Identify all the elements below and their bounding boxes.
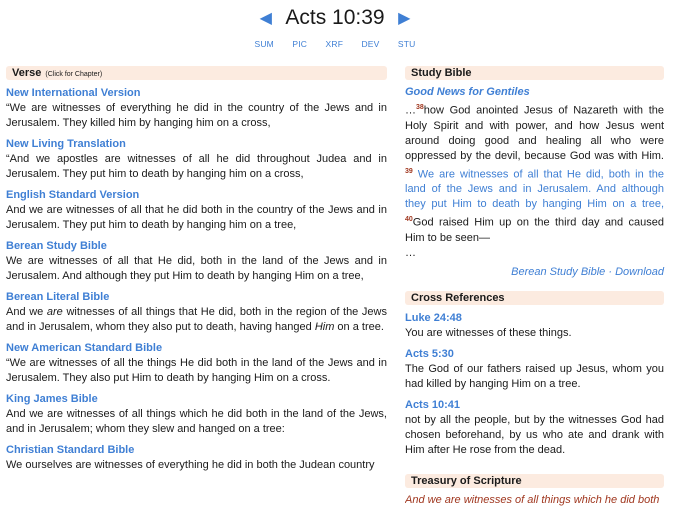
- text-part: witnesses of all things that He did, both in the region of the Jews and in Jerusalem, whom they also put to death, having hanged: [6, 306, 387, 333]
- text-part: And we: [6, 306, 47, 318]
- nav-link-stu[interactable]: STU: [397, 39, 416, 49]
- sidebar-column: [405, 66, 664, 508]
- cross-references-title: Cross References: [411, 291, 505, 304]
- version-block: [6, 188, 387, 233]
- verse-section-title: Verse: [12, 67, 42, 79]
- version-name-kjv[interactable]: King James Bible: [6, 393, 98, 405]
- nav-link-xrf[interactable]: XRF: [325, 39, 344, 49]
- verse-text-38: how God anointed Jesus of Nazareth with the Holy Spirit and with power, and how Jesus went around doing good and healing all who were oppressed by the devil, because God was with Him.: [405, 104, 664, 162]
- cross-reference-text: The God of our fathers raised up Jesus, whom you had killed by hanging Him on a tree.: [405, 362, 664, 390]
- text-italic: are: [46, 306, 63, 318]
- version-text: And we are witnesses of all that he did both in the country of the Jews and in Jerusalem. They put him to death by hanging him on a tree,: [6, 204, 387, 231]
- verse-number[interactable]: 39: [405, 167, 413, 175]
- treasury-title: Treasury of Scripture: [411, 474, 522, 487]
- prev-verse-arrow-icon[interactable]: ◀: [259, 10, 272, 27]
- nav-link-dev[interactable]: DEV: [361, 39, 380, 49]
- version-block: [6, 290, 387, 335]
- version-name-esv[interactable]: English Standard Version: [6, 189, 140, 201]
- nav-link-sum[interactable]: SUM: [254, 39, 274, 49]
- cross-reference-text: not by all the people, but by the witnesses God had chosen beforehand, by us who ate and drank with Him after He rose from the dead.: [405, 413, 664, 456]
- verse-number[interactable]: 40: [405, 216, 413, 224]
- verse-column: [6, 66, 387, 473]
- version-name-bsb[interactable]: Berean Study Bible: [6, 240, 107, 252]
- version-name-csb[interactable]: Christian Standard Bible: [6, 444, 135, 456]
- version-block: [6, 239, 387, 284]
- cross-reference-link[interactable]: Luke 24:48: [405, 311, 462, 324]
- cross-references-header: [405, 291, 664, 305]
- nav-link-pic[interactable]: PIC: [292, 39, 308, 49]
- version-text: [6, 305, 387, 335]
- version-text: We are witnesses of all that He did, both in the land of the Jews and in Jerusalem. And although they put Him to death by hanging Him on a tree,: [6, 255, 387, 282]
- version-block: [6, 137, 387, 182]
- cross-reference-text: You are witnesses of these things.: [405, 326, 572, 339]
- version-name-niv[interactable]: New International Version: [6, 87, 141, 99]
- text-italic: Him: [314, 321, 335, 333]
- study-bible-subtitle[interactable]: Good News for Gentiles: [405, 86, 530, 98]
- text-part: on a tree.: [334, 321, 384, 333]
- version-text: “And we apostles are witnesses of all he did throughout Judea and in Jerusalem. They put him to death by hanging him on a cross,: [6, 153, 387, 180]
- version-block: [6, 443, 387, 473]
- version-name-blb[interactable]: Berean Literal Bible: [6, 291, 110, 303]
- treasury-text: And we are witnesses of all things which he did both: [405, 493, 660, 506]
- version-block: [6, 341, 387, 386]
- verse-number[interactable]: 38: [416, 104, 424, 111]
- ellipsis: …: [405, 246, 416, 259]
- version-block: [6, 86, 387, 131]
- study-bible-title: Study Bible: [411, 67, 472, 79]
- cross-reference-link[interactable]: Acts 5:30: [405, 347, 454, 360]
- view-nav: [0, 39, 670, 49]
- chapter-header: [0, 4, 700, 64]
- version-name-nlt[interactable]: New Living Translation: [6, 138, 126, 150]
- version-name-nasb[interactable]: New American Standard Bible: [6, 342, 163, 354]
- study-bible-header: [405, 66, 664, 80]
- cross-reference-item: [405, 311, 664, 341]
- title-row: [0, 6, 670, 30]
- ellipsis: …: [405, 104, 416, 117]
- study-bible-text: [405, 100, 664, 246]
- cross-reference-item: [405, 347, 664, 392]
- version-text: “We are witnesses of everything he did in the country of the Jews and in Jerusalem. They killed him by hanging him on a cross,: [6, 102, 387, 129]
- cross-reference-link[interactable]: Acts 10:41: [405, 398, 461, 411]
- version-text: And we are witnesses of all things which he did both in the land of the Jews, and in Jerusalem; whom they slew and hanged on a tree:: [6, 408, 387, 435]
- version-text: We ourselves are witnesses of everything he did in both the Judean country: [6, 459, 375, 471]
- verse-text-40: God raised Him up on the third day and caused Him to be seen—: [405, 216, 664, 244]
- version-block: [6, 392, 387, 437]
- version-text: “We are witnesses of all the things He did both in the land of the Jews and in Jerusalem. They also put Him to death by hanging Him on a cross.: [6, 357, 387, 384]
- study-bible-download-link[interactable]: Berean Study Bible · Download: [511, 265, 664, 278]
- page-title: Acts 10:39: [285, 6, 385, 29]
- verse-section-header[interactable]: [6, 66, 387, 80]
- next-verse-arrow-icon[interactable]: ▶: [398, 10, 411, 27]
- cross-reference-item: [405, 398, 664, 458]
- treasury-header: [405, 474, 664, 488]
- verse-text-39-highlighted: We are witnesses of all that He did, both in the land of the Jews and in Jerusalem. And although they put Him to death by hanging Him on a tree,: [405, 168, 664, 211]
- verse-section-subtitle: (Click for Chapter): [45, 71, 103, 78]
